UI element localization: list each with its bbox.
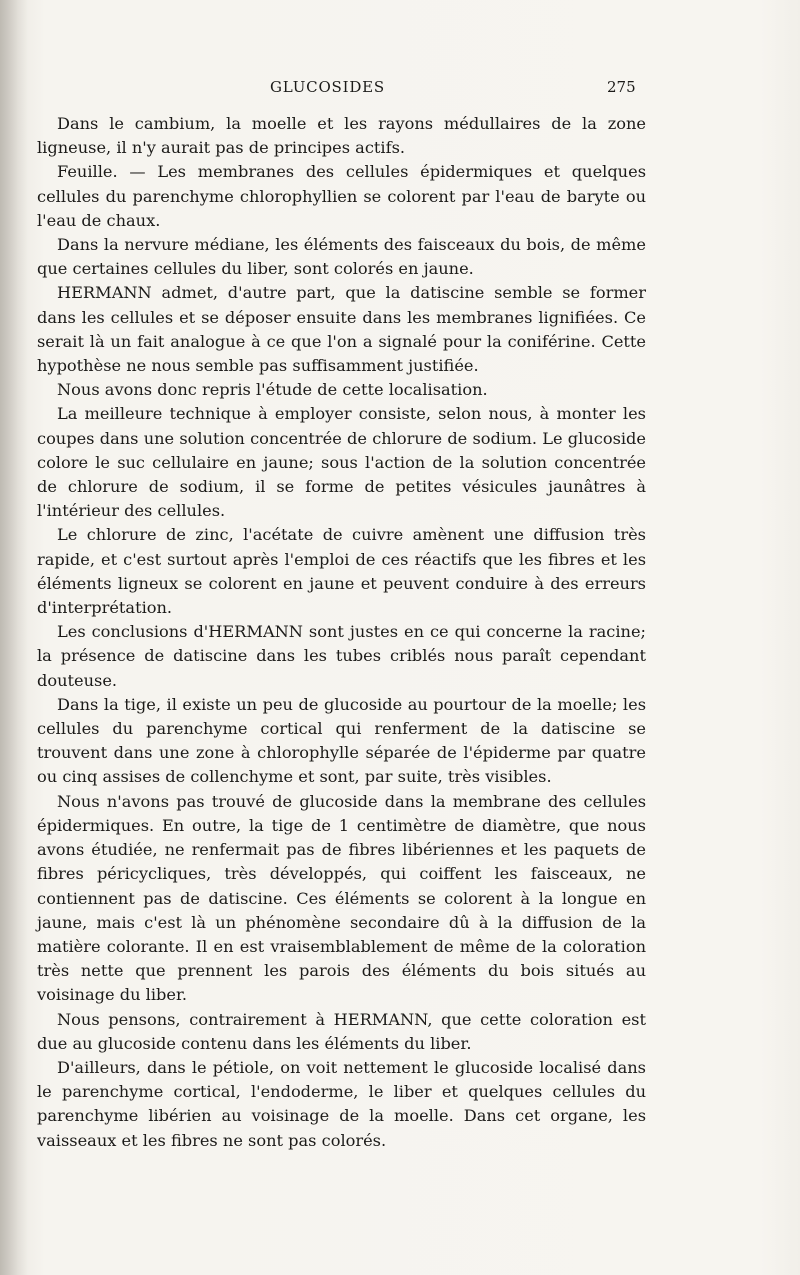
paragraph: HERMANN admet, d'autre part, que la datiscine semble se former dans les cellules et se déposer ensuite dans les membranes lignifiées. Ce serait là un fait analogue à ce que l'on a signalé pour la coniférine. Cette hypothèse ne nous semble pas suffisamment justifiée. <box>37 283 646 376</box>
page-gutter-shadow <box>0 0 28 1275</box>
paragraph: Nous pensons, contrairement à HERMANN, que cette coloration est due au glucoside contenu dans les éléments du liber. <box>37 1009 646 1053</box>
paragraph: Les conclusions d'HERMANN sont justes en ce qui concerne la racine; la présence de datiscine dans les tubes criblés nous paraît cependant douteuse. <box>37 622 646 690</box>
paragraph: Feuille. — Les membranes des cellules épidermiques et quelques cellules du parenchyme chlorophyllien se colorent par l'eau de baryte ou l'eau de chaux. <box>37 162 646 230</box>
running-head <box>40 78 640 100</box>
paragraph: Nous n'avons pas trouvé de glucoside dans la membrane des cellules épidermiques. En outre, la tige de 1 centimètre de diamètre, que nous avons étudiée, ne renfermait pas de fibres libériennes et les paquets de fibres péricycliques, très développés, qui coiffent les faisceaux, ne contiennent pas de datiscine. Ces éléments se colorent à la longue en jaune, mais c'est là un phénomène secondaire dû à la diffusion de la matière colorante. Il en est vraisemblablement de même de la coloration très nette que prennent les parois des éléments du bois situés au voisinage du liber. <box>37 791 646 1005</box>
paragraph: Le chlorure de zinc, l'acétate de cuivre amènent une diffusion très rapide, et c'est surtout après l'emploi de ces réactifs que les fibres et les éléments ligneux se colorent en jaune et peuvent conduire à des erreurs d'interprétation. <box>37 525 646 618</box>
paragraph: Dans le cambium, la moelle et les rayons médullaires de la zone ligneuse, il n'y aurait pas de principes actifs. <box>37 114 646 158</box>
paragraph: La meilleure technique à employer consiste, selon nous, à monter les coupes dans une solution concentrée de chlorure de sodium. Le glucoside colore le suc cellulaire en jaune; sous l'action de la solution concentrée de chlorure de sodium, il se forme de petites vésicules jaunâtres à l'intérieur des cellules. <box>37 404 646 521</box>
body-text <box>37 112 646 1153</box>
paragraph: Dans la nervure médiane, les éléments des faisceaux du bois, de même que certaines cellules du liber, sont colorés en jaune. <box>37 235 646 279</box>
paragraph: D'ailleurs, dans le pétiole, on voit nettement le glucoside localisé dans le parenchyme cortical, l'endoderme, le liber et quelques cellules du parenchyme libérien au voisinage de la moelle. Dans cet organe, les vaisseaux et les fibres ne sont pas colorés. <box>37 1057 646 1150</box>
paragraph: Dans la tige, il existe un peu de glucoside au pourtour de la moelle; les cellules du parenchyme cortical qui renferment de la datiscine se trouvent dans une zone à chlorophylle séparée de l'épiderme par quatre ou cinq assises de collenchyme et sont, par suite, très visibles. <box>37 694 646 787</box>
paragraph: Nous avons donc repris l'étude de cette localisation. <box>57 380 488 400</box>
running-title: GLUCOSIDES <box>270 78 385 96</box>
page-number: 275 <box>607 78 636 96</box>
